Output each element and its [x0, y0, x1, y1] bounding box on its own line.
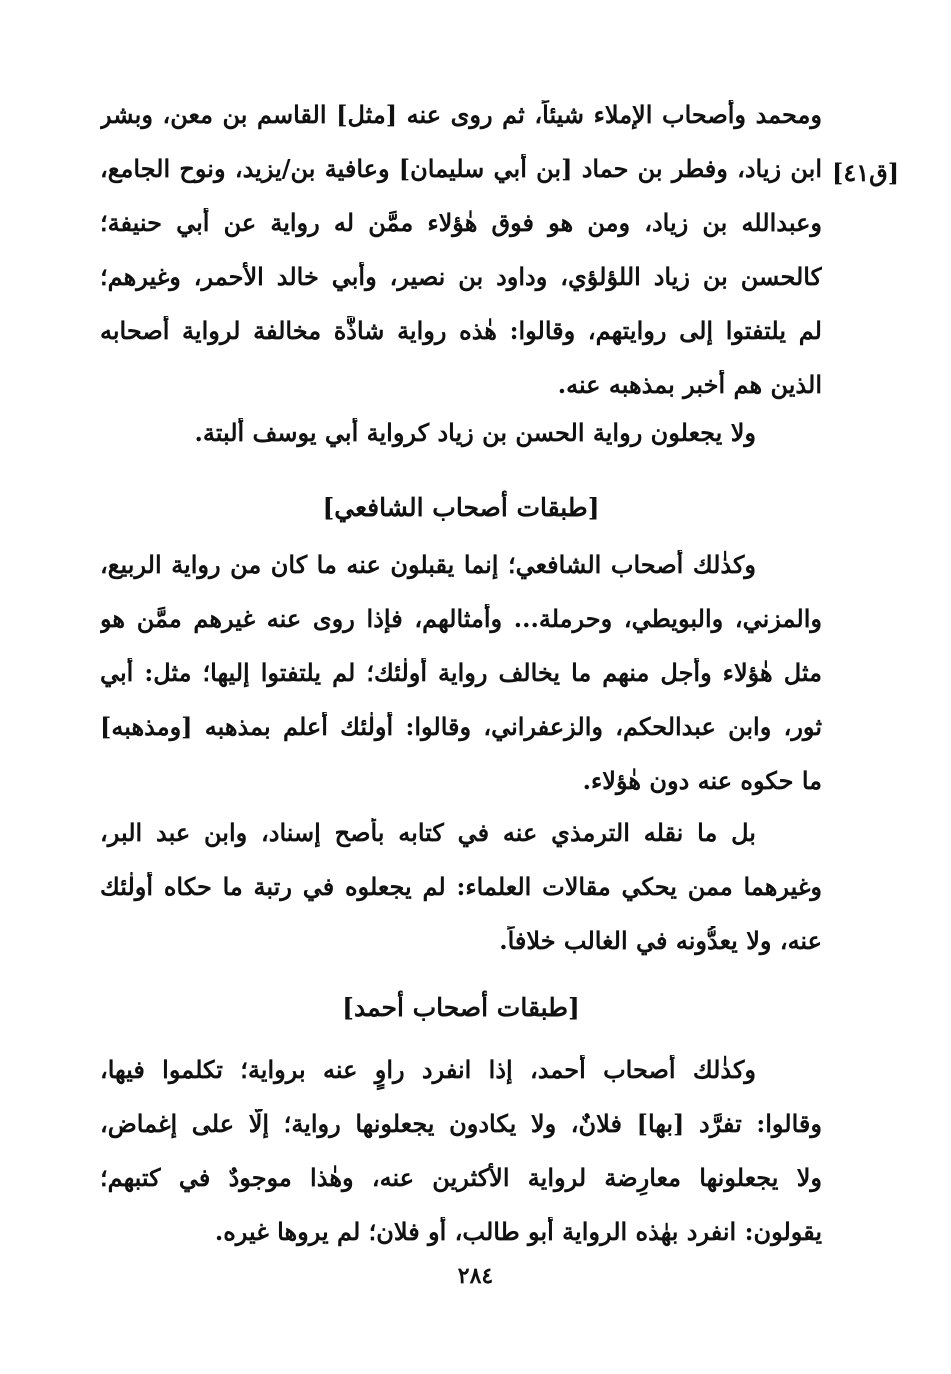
text-line: ومحمد وأصحاب الإملاء شيئاً، ثم روى عنه [مثل] القاسم بن معن، وبشر: [100, 100, 822, 129]
text-line: وكذٰلك أصحاب أحمد، إذا انفرد راوٍ عنه برواية؛ تكلموا فيها،: [100, 1055, 757, 1084]
text-line: الذين هم أخبر بمذهبه عنه.: [557, 370, 822, 399]
text-line: ولا يجعلونها معارِضة لرواية الأكثرين عنه، وهٰذا موجودٌ في كتبهم؛: [100, 1163, 822, 1192]
text-line: ابن زياد، وفطر بن حماد [بن أبي سليمان] وعافية بن/يزيد، ونوح الجامع،: [100, 154, 822, 183]
page-number: ٢٨٤: [457, 1263, 494, 1289]
section-heading-shafii: [طبقات أصحاب الشافعي]: [322, 493, 600, 522]
text-line: وعبدالله بن زياد، ومن هو فوق هٰؤلاء ممَّن له رواية عن أبي حنيفة؛: [100, 208, 822, 237]
text-line: وكذٰلك أصحاب الشافعي؛ إنما يقبلون عنه ما كان من رواية الربيع،: [100, 550, 756, 579]
section-heading-ahmad: [طبقات أصحاب أحمد]: [342, 993, 580, 1022]
text-line: ولا يجعلون رواية الحسن بن زياد كرواية أبي يوسف ألبتة.: [194, 418, 756, 447]
manuscript-folio-reference: [ق٤١]: [832, 158, 900, 187]
paragraph-hasan-ibn-ziyad: [100, 418, 822, 472]
text-line: وقالوا: تفرَّد [بها] فلانٌ، ولا يكادون يجعلونها رواية؛ إلَّا على إغماض،: [100, 1109, 822, 1138]
text-line: والمزني، والبويطي، وحرملة... وأمثالهم، فإذا روى عنه غيرهم ممَّن هو: [100, 604, 822, 633]
paragraph-hanafi-narrators: [100, 100, 822, 424]
paragraph-ahmad-companions: [100, 1055, 822, 1271]
text-line: يقولون: انفرد بهٰذه الرواية أبو طالب، أو فلان؛ لم يروها غيره.: [214, 1217, 822, 1246]
paragraph-tirmidhi: [100, 818, 822, 980]
text-line: لم يلتفتوا إلى روايتهم، وقالوا: هٰذه رواية شاذَّة مخالفة لرواية أصحابه: [100, 316, 822, 345]
text-line: مثل هٰؤلاء وأجل منهم ما يخالف رواية أولٰئك؛ لم يلتفتوا إليها؛ مثل: أبي: [100, 658, 822, 687]
text-line: وغيرهما ممن يحكي مقالات العلماء: لم يجعلوه في رتبة ما حكاه أولٰئك: [100, 872, 822, 901]
text-line: بل ما نقله الترمذي عنه في كتابه بأصح إسناد، وابن عبد البر،: [100, 818, 756, 847]
paragraph-shafii-companions: [100, 550, 822, 820]
text-line: ثور، وابن عبدالحكم، والزعفراني، وقالوا: أولٰئك أعلم بمذهبه [ومذهبه]: [100, 712, 822, 741]
text-line: ما حكوه عنه دون هٰؤلاء.: [582, 766, 822, 795]
text-line: كالحسن بن زياد اللؤلؤي، وداود بن نصير، وأبي خالد الأحمر، وغيرهم؛: [100, 262, 822, 291]
text-line: عنه، ولا يعدُّونه في الغالب خلافاً.: [499, 926, 822, 955]
